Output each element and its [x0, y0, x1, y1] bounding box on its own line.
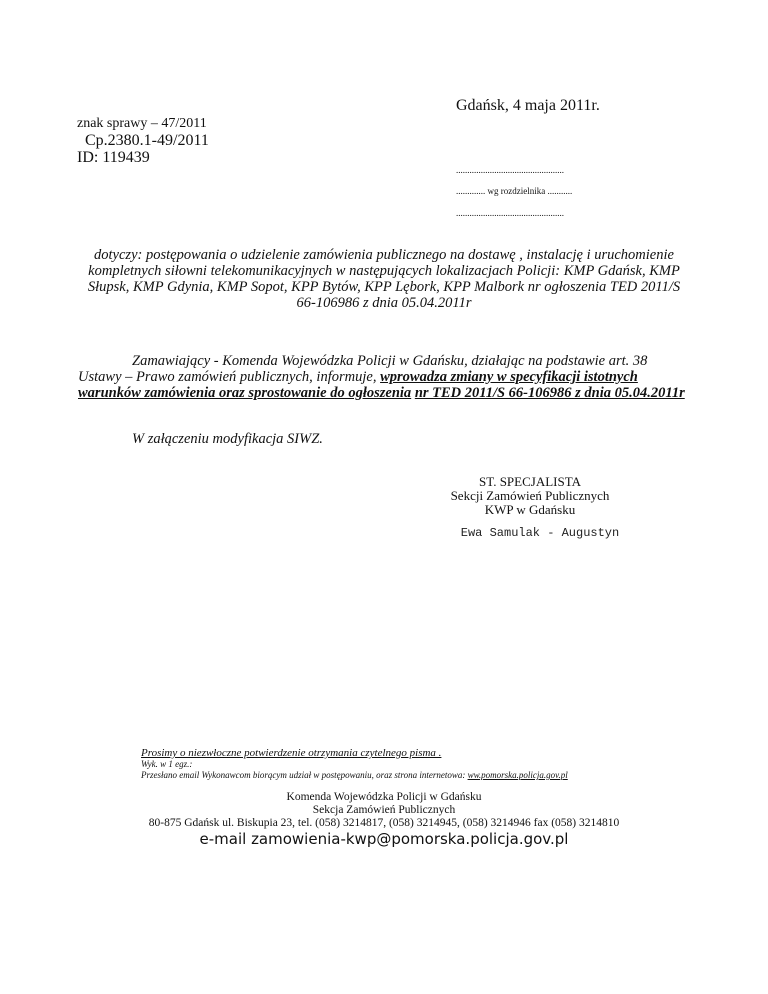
confirm-note: Prosimy o niezwłoczne potwierdzenie otrzymania czytelnego pisma . [141, 747, 442, 759]
body-intro: Zamawiający - Komenda Wojewódzka Policji w Gdańsku, działając na podstawie art. 38 Ustawy – Prawo zamówień publicznych, informuje, [78, 353, 648, 385]
signature-block [430, 475, 630, 517]
addressee-line-3: ................................................ [456, 208, 564, 218]
body-bold-changes: wprowadza zmiany w specyfikacji istotnych warunków zamówienia oraz sprostowanie do ogłoszenia [78, 369, 638, 401]
footer-line-2: Sekcja Zamówień Publicznych [312, 804, 456, 816]
subject-paragraph: dotyczy: postępowania o udzielenie zamówienia publicznego na dostawę , instalację i uruchomienie kompletnych siłowni telekomunikacyjnych w następujących lokalizacjach Policji: KMP Gdańsk, KMP Słupsk, KMP Gdynia, KMP Sopot, KPP Bytów, KPP Lębork, KPP Malbork nr ogłoszenia TED 2011/S 66-106986 z dnia 05.04.2011r [87, 247, 681, 311]
copies-note: Wyk. w 1 egz.: [141, 759, 193, 769]
signature-unit: Sekcji Zamówień Publicznych [450, 488, 610, 503]
signer-name: Ewa Samulak - Augustyn [460, 526, 620, 540]
signature-title: ST. SPECJALISTA [478, 474, 581, 489]
sent-text: Przesłano email Wykonawcom biorącym udział w postępowaniu, oraz strona internetowa: [141, 770, 468, 780]
website-link[interactable]: ww.pomorska.policja.gov.pl [467, 770, 568, 780]
sent-note [141, 770, 568, 780]
case-reference: znak sprawy – 47/2011 [77, 116, 207, 131]
attachment-note: W załączeniu modyfikacja SIWZ. [132, 431, 323, 447]
cp-reference: Cp.2380.1-49/2011 [85, 132, 209, 149]
addressee-line-2: ............. wg rozdzielnika ........... [456, 186, 573, 196]
addressee-line-1: ................................................ [456, 165, 564, 175]
footer-line-1: Komenda Wojewódzka Policji w Gdańsku [286, 791, 482, 803]
signature-org: KWP w Gdańsku [484, 502, 576, 517]
body-paragraph [78, 353, 690, 401]
id-reference: ID: 119439 [77, 149, 150, 166]
body-bold-ted: nr TED 2011/S 66-106986 z dnia 05.04.2011r [414, 385, 685, 401]
footer-line-3: 80-875 Gdańsk ul. Biskupia 23, tel. (058) 3214817, (058) 3214945, (058) 3214946 fax (058) 3214810 [148, 817, 620, 829]
footer [100, 791, 668, 848]
document-date: Gdańsk, 4 maja 2011r. [456, 97, 600, 114]
footer-email[interactable]: e-mail zamowienia-kwp@pomorska.policja.gov.pl [199, 830, 569, 848]
